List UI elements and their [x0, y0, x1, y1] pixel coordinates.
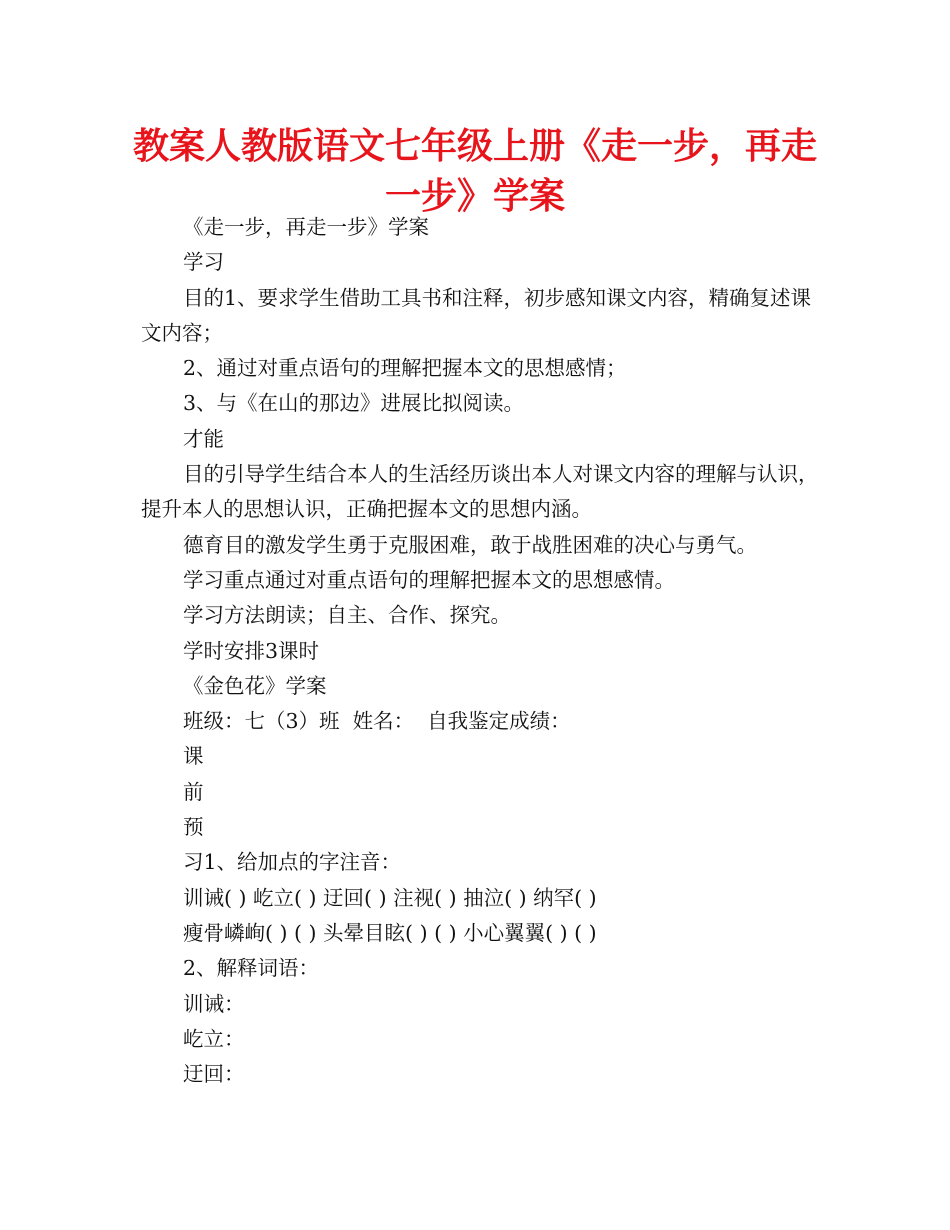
paragraph-22: 屹立：	[183, 1026, 245, 1051]
paragraph-18: 训诫( ) 屹立( ) 迂回( ) 注视( ) 抽泣( ) 纳罕( )	[183, 885, 597, 910]
paragraph-23: 迂回：	[183, 1062, 245, 1087]
paragraph-16: 预	[183, 815, 204, 840]
paragraph-2: 学习	[183, 250, 224, 275]
document-title: 教案人教版语文七年级上册《走一步，再走一步》学案	[132, 126, 817, 217]
paragraph-5: 3、与《在山的那边》进展比拟阅读。	[183, 391, 525, 416]
paragraph-17: 习1、给加点的字注音：	[183, 850, 402, 875]
paragraph-21: 训诫：	[183, 991, 245, 1016]
paragraph-3: 目的1、要求学生借助工具书和注释，初步感知课文内容，精确复述课文内容；	[141, 285, 812, 345]
paragraph-10: 学习方法朗读；自主、合作、探究。	[183, 603, 511, 628]
paragraph-8: 德育目的激发学生勇于克服困难，敢于战胜困难的决心与勇气。	[183, 532, 757, 557]
paragraph-12: 《金色花》学案	[183, 673, 327, 698]
paragraph-14: 课	[183, 744, 204, 769]
paragraph-6: 才能	[183, 426, 224, 451]
paragraph-9: 学习重点通过对重点语句的理解把握本文的思想感情。	[183, 567, 675, 592]
paragraph-11: 学时安排3课时	[183, 638, 320, 663]
paragraph-13: 班级：七（3）班 姓名： 自我鉴定成绩：	[183, 709, 571, 734]
paragraph-19: 瘦骨嶙峋( ) ( ) 头晕目眩( ) ( ) 小心翼翼( ) ( )	[183, 920, 597, 945]
document-body	[141, 210, 821, 1092]
paragraph-20: 2、解释词语：	[183, 956, 320, 981]
paragraph-4: 2、通过对重点语句的理解把握本文的思想感情；	[183, 356, 627, 381]
paragraph-1: 《走一步，再走一步》学案	[183, 215, 429, 239]
paragraph-15: 前	[183, 779, 204, 804]
paragraph-7: 目的引导学生结合本人的生活经历谈出本人对课文内容的理解与认识，提升本人的思想认识，正确把握本文的思想内涵。	[141, 462, 819, 522]
